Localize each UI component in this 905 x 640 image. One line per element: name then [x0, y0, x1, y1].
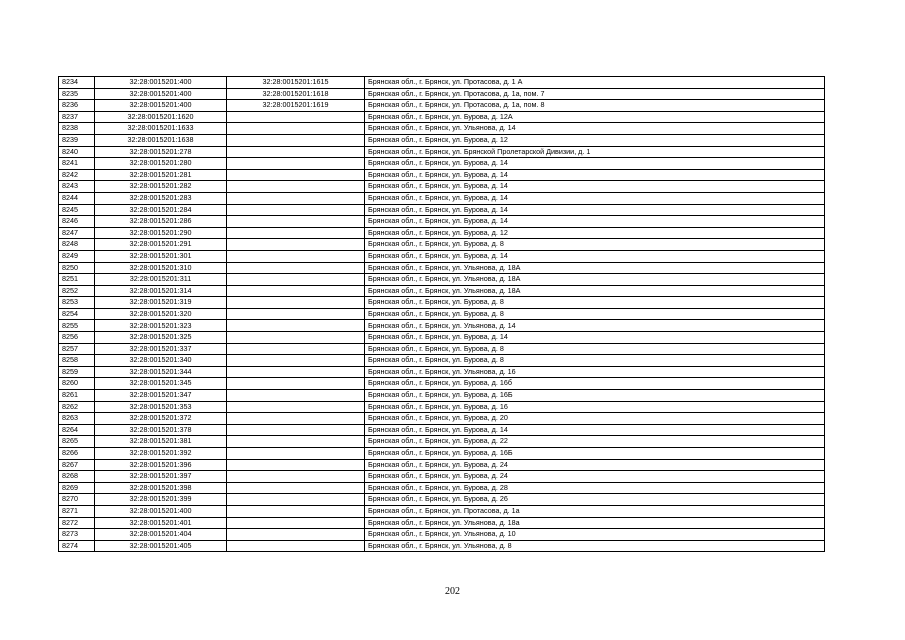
cadastral-number-cell: 32:28:0015201:319 [95, 297, 227, 309]
address-cell: Брянская обл., г. Брянск, ул. Бурова, д. 26 [365, 494, 825, 506]
premises-number-cell [227, 250, 365, 262]
table-row [59, 308, 825, 320]
row-number-cell: 8261 [59, 390, 95, 402]
cadastral-number-cell: 32:28:0015201:340 [95, 355, 227, 367]
address-cell: Брянская обл., г. Брянск, ул. Бурова, д. 14 [365, 216, 825, 228]
cadastral-number-cell: 32:28:0015201:1638 [95, 134, 227, 146]
table-row [59, 366, 825, 378]
row-number-cell: 8263 [59, 413, 95, 425]
cadastral-number-cell: 32:28:0015201:378 [95, 424, 227, 436]
table-row [59, 424, 825, 436]
property-table [58, 76, 825, 552]
table-row [59, 390, 825, 402]
row-number-cell: 8260 [59, 378, 95, 390]
row-number-cell: 8254 [59, 308, 95, 320]
cadastral-number-cell: 32:28:0015201:405 [95, 540, 227, 552]
cadastral-number-cell: 32:28:0015201:1633 [95, 123, 227, 135]
address-cell: Брянская обл., г. Брянск, ул. Бурова, д. 16Б [365, 448, 825, 460]
table-row [59, 413, 825, 425]
premises-number-cell [227, 390, 365, 402]
cadastral-number-cell: 32:28:0015201:381 [95, 436, 227, 448]
address-cell: Брянская обл., г. Брянск, ул. Бурова, д. 8 [365, 343, 825, 355]
premises-number-cell [227, 285, 365, 297]
cadastral-number-cell: 32:28:0015201:291 [95, 239, 227, 251]
table-row [59, 77, 825, 89]
cadastral-number-cell: 32:28:0015201:284 [95, 204, 227, 216]
address-cell: Брянская обл., г. Брянск, ул. Ульянова, д. 14 [365, 123, 825, 135]
row-number-cell: 8255 [59, 320, 95, 332]
row-number-cell: 8234 [59, 77, 95, 89]
table-row [59, 494, 825, 506]
premises-number-cell [227, 262, 365, 274]
cadastral-number-cell: 32:28:0015201:398 [95, 482, 227, 494]
row-number-cell: 8268 [59, 471, 95, 483]
table-row [59, 88, 825, 100]
address-cell: Брянская обл., г. Брянск, ул. Протасова, д. 1а [365, 505, 825, 517]
row-number-cell: 8257 [59, 343, 95, 355]
row-number-cell: 8240 [59, 146, 95, 158]
table-row [59, 540, 825, 552]
row-number-cell: 8253 [59, 297, 95, 309]
address-cell: Брянская обл., г. Брянск, ул. Бурова, д. 12А [365, 111, 825, 123]
address-cell: Брянская обл., г. Брянск, ул. Протасова, д. 1 А [365, 77, 825, 89]
address-cell: Брянская обл., г. Брянск, ул. Бурова, д. 14 [365, 169, 825, 181]
row-number-cell: 8269 [59, 482, 95, 494]
cadastral-number-cell: 32:28:0015201:399 [95, 494, 227, 506]
table-row [59, 111, 825, 123]
cadastral-number-cell: 32:28:0015201:301 [95, 250, 227, 262]
premises-number-cell [227, 111, 365, 123]
table-row [59, 505, 825, 517]
premises-number-cell [227, 158, 365, 170]
cadastral-number-cell: 32:28:0015201:372 [95, 413, 227, 425]
cadastral-number-cell: 32:28:0015201:281 [95, 169, 227, 181]
address-cell: Брянская обл., г. Брянск, ул. Бурова, д. 14 [365, 250, 825, 262]
table-row [59, 274, 825, 286]
premises-number-cell [227, 332, 365, 344]
address-cell: Брянская обл., г. Брянск, ул. Бурова, д. 8 [365, 308, 825, 320]
premises-number-cell [227, 366, 365, 378]
row-number-cell: 8270 [59, 494, 95, 506]
premises-number-cell [227, 436, 365, 448]
premises-number-cell [227, 448, 365, 460]
row-number-cell: 8238 [59, 123, 95, 135]
cadastral-number-cell: 32:28:0015201:278 [95, 146, 227, 158]
premises-number-cell [227, 378, 365, 390]
row-number-cell: 8258 [59, 355, 95, 367]
premises-number-cell [227, 146, 365, 158]
table-row [59, 401, 825, 413]
cadastral-number-cell: 32:28:0015201:400 [95, 77, 227, 89]
cadastral-number-cell: 32:28:0015201:400 [95, 88, 227, 100]
address-cell: Брянская обл., г. Брянск, ул. Бурова, д. 16Б [365, 390, 825, 402]
address-cell: Брянская обл., г. Брянск, ул. Бурова, д. 24 [365, 459, 825, 471]
address-cell: Брянская обл., г. Брянск, ул. Бурова, д. 8 [365, 355, 825, 367]
table-row [59, 459, 825, 471]
address-cell: Брянская обл., г. Брянск, ул. Бурова, д. 8 [365, 297, 825, 309]
cadastral-number-cell: 32:28:0015201:400 [95, 505, 227, 517]
cadastral-number-cell: 32:28:0015201:280 [95, 158, 227, 170]
address-cell: Брянская обл., г. Брянск, ул. Ульянова, д. 10 [365, 529, 825, 541]
address-cell: Брянская обл., г. Брянск, ул. Протасова, д. 1а, пом. 7 [365, 88, 825, 100]
row-number-cell: 8239 [59, 134, 95, 146]
row-number-cell: 8245 [59, 204, 95, 216]
premises-number-cell [227, 355, 365, 367]
cadastral-number-cell: 32:28:0015201:314 [95, 285, 227, 297]
row-number-cell: 8244 [59, 192, 95, 204]
premises-number-cell [227, 204, 365, 216]
table-row [59, 262, 825, 274]
table-row [59, 134, 825, 146]
premises-number-cell: 32:28:0015201:1618 [227, 88, 365, 100]
row-number-cell: 8251 [59, 274, 95, 286]
premises-number-cell [227, 401, 365, 413]
address-cell: Брянская обл., г. Брянск, ул. Бурова, д. 24 [365, 471, 825, 483]
table-row [59, 181, 825, 193]
table-row [59, 529, 825, 541]
row-number-cell: 8236 [59, 100, 95, 112]
address-cell: Брянская обл., г. Брянск, ул. Ульянова, д. 18А [365, 285, 825, 297]
row-number-cell: 8265 [59, 436, 95, 448]
address-cell: Брянская обл., г. Брянск, ул. Бурова, д. 14 [365, 181, 825, 193]
premises-number-cell [227, 239, 365, 251]
cadastral-number-cell: 32:28:0015201:347 [95, 390, 227, 402]
premises-number-cell [227, 274, 365, 286]
address-cell: Брянская обл., г. Брянск, ул. Бурова, д. 14 [365, 332, 825, 344]
table-row [59, 169, 825, 181]
premises-number-cell [227, 308, 365, 320]
address-cell: Брянская обл., г. Брянск, ул. Бурова, д. 14 [365, 192, 825, 204]
row-number-cell: 8264 [59, 424, 95, 436]
premises-number-cell [227, 413, 365, 425]
premises-number-cell [227, 181, 365, 193]
row-number-cell: 8256 [59, 332, 95, 344]
cadastral-number-cell: 32:28:0015201:344 [95, 366, 227, 378]
premises-number-cell [227, 494, 365, 506]
row-number-cell: 8247 [59, 227, 95, 239]
table-row [59, 471, 825, 483]
address-cell: Брянская обл., г. Брянск, ул. Брянской Пролетарской Дивизии, д. 1 [365, 146, 825, 158]
table-row [59, 250, 825, 262]
address-cell: Брянская обл., г. Брянск, ул. Бурова, д. 8 [365, 239, 825, 251]
cadastral-number-cell: 32:28:0015201:396 [95, 459, 227, 471]
row-number-cell: 8242 [59, 169, 95, 181]
premises-number-cell [227, 343, 365, 355]
address-cell: Брянская обл., г. Брянск, ул. Ульянова, д. 18а [365, 517, 825, 529]
table-row [59, 332, 825, 344]
cadastral-number-cell: 32:28:0015201:320 [95, 308, 227, 320]
table-row [59, 227, 825, 239]
cadastral-number-cell: 32:28:0015201:282 [95, 181, 227, 193]
address-cell: Брянская обл., г. Брянск, ул. Бурова, д. 22 [365, 436, 825, 448]
table-row [59, 448, 825, 460]
premises-number-cell [227, 482, 365, 494]
premises-number-cell [227, 505, 365, 517]
address-cell: Брянская обл., г. Брянск, ул. Бурова, д. 12 [365, 134, 825, 146]
address-cell: Брянская обл., г. Брянск, ул. Бурова, д. 12 [365, 227, 825, 239]
row-number-cell: 8243 [59, 181, 95, 193]
cadastral-number-cell: 32:28:0015201:325 [95, 332, 227, 344]
row-number-cell: 8241 [59, 158, 95, 170]
table-row [59, 482, 825, 494]
address-cell: Брянская обл., г. Брянск, ул. Ульянова, д. 8 [365, 540, 825, 552]
cadastral-number-cell: 32:28:0015201:1620 [95, 111, 227, 123]
address-cell: Брянская обл., г. Брянск, ул. Бурова, д. 28 [365, 482, 825, 494]
premises-number-cell [227, 459, 365, 471]
table-row [59, 436, 825, 448]
cadastral-number-cell: 32:28:0015201:337 [95, 343, 227, 355]
cadastral-number-cell: 32:28:0015201:310 [95, 262, 227, 274]
premises-number-cell [227, 424, 365, 436]
premises-number-cell [227, 216, 365, 228]
row-number-cell: 8262 [59, 401, 95, 413]
premises-number-cell [227, 227, 365, 239]
row-number-cell: 8246 [59, 216, 95, 228]
table-row [59, 297, 825, 309]
table-row [59, 320, 825, 332]
premises-number-cell [227, 517, 365, 529]
premises-number-cell [227, 297, 365, 309]
premises-number-cell [227, 529, 365, 541]
cadastral-number-cell: 32:28:0015201:286 [95, 216, 227, 228]
table-row [59, 146, 825, 158]
premises-number-cell [227, 320, 365, 332]
table-row [59, 355, 825, 367]
address-cell: Брянская обл., г. Брянск, ул. Бурова, д. 14 [365, 204, 825, 216]
row-number-cell: 8252 [59, 285, 95, 297]
row-number-cell: 8235 [59, 88, 95, 100]
cadastral-number-cell: 32:28:0015201:400 [95, 100, 227, 112]
table-body [59, 77, 825, 552]
premises-number-cell [227, 123, 365, 135]
address-cell: Брянская обл., г. Брянск, ул. Ульянова, д. 18А [365, 274, 825, 286]
cadastral-number-cell: 32:28:0015201:392 [95, 448, 227, 460]
row-number-cell: 8249 [59, 250, 95, 262]
table-row [59, 158, 825, 170]
cadastral-number-cell: 32:28:0015201:397 [95, 471, 227, 483]
address-cell: Брянская обл., г. Брянск, ул. Ульянова, д. 18А [365, 262, 825, 274]
table-row [59, 204, 825, 216]
table-row [59, 100, 825, 112]
table-row [59, 343, 825, 355]
row-number-cell: 8250 [59, 262, 95, 274]
premises-number-cell [227, 540, 365, 552]
cadastral-number-cell: 32:28:0015201:290 [95, 227, 227, 239]
premises-number-cell [227, 192, 365, 204]
cadastral-number-cell: 32:28:0015201:401 [95, 517, 227, 529]
row-number-cell: 8273 [59, 529, 95, 541]
address-cell: Брянская обл., г. Брянск, ул. Бурова, д. 14 [365, 424, 825, 436]
premises-number-cell: 32:28:0015201:1619 [227, 100, 365, 112]
address-cell: Брянская обл., г. Брянск, ул. Бурова, д. 16б [365, 378, 825, 390]
cadastral-number-cell: 32:28:0015201:404 [95, 529, 227, 541]
premises-number-cell [227, 134, 365, 146]
cadastral-number-cell: 32:28:0015201:323 [95, 320, 227, 332]
table-row [59, 517, 825, 529]
row-number-cell: 8271 [59, 505, 95, 517]
address-cell: Брянская обл., г. Брянск, ул. Ульянова, д. 16 [365, 366, 825, 378]
table-row [59, 123, 825, 135]
row-number-cell: 8259 [59, 366, 95, 378]
cadastral-number-cell: 32:28:0015201:345 [95, 378, 227, 390]
table-row [59, 192, 825, 204]
premises-number-cell: 32:28:0015201:1615 [227, 77, 365, 89]
address-cell: Брянская обл., г. Брянск, ул. Протасова, д. 1а, пом. 8 [365, 100, 825, 112]
row-number-cell: 8237 [59, 111, 95, 123]
row-number-cell: 8274 [59, 540, 95, 552]
cadastral-number-cell: 32:28:0015201:311 [95, 274, 227, 286]
table-row [59, 216, 825, 228]
address-cell: Брянская обл., г. Брянск, ул. Бурова, д. 20 [365, 413, 825, 425]
premises-number-cell [227, 169, 365, 181]
cadastral-number-cell: 32:28:0015201:283 [95, 192, 227, 204]
table-row [59, 285, 825, 297]
address-cell: Брянская обл., г. Брянск, ул. Бурова, д. 14 [365, 158, 825, 170]
cadastral-number-cell: 32:28:0015201:353 [95, 401, 227, 413]
premises-number-cell [227, 471, 365, 483]
row-number-cell: 8266 [59, 448, 95, 460]
row-number-cell: 8267 [59, 459, 95, 471]
page-number: 202 [445, 586, 460, 597]
row-number-cell: 8272 [59, 517, 95, 529]
table-row [59, 239, 825, 251]
table-row [59, 378, 825, 390]
row-number-cell: 8248 [59, 239, 95, 251]
address-cell: Брянская обл., г. Брянск, ул. Ульянова, д. 14 [365, 320, 825, 332]
address-cell: Брянская обл., г. Брянск, ул. Бурова, д. 16 [365, 401, 825, 413]
